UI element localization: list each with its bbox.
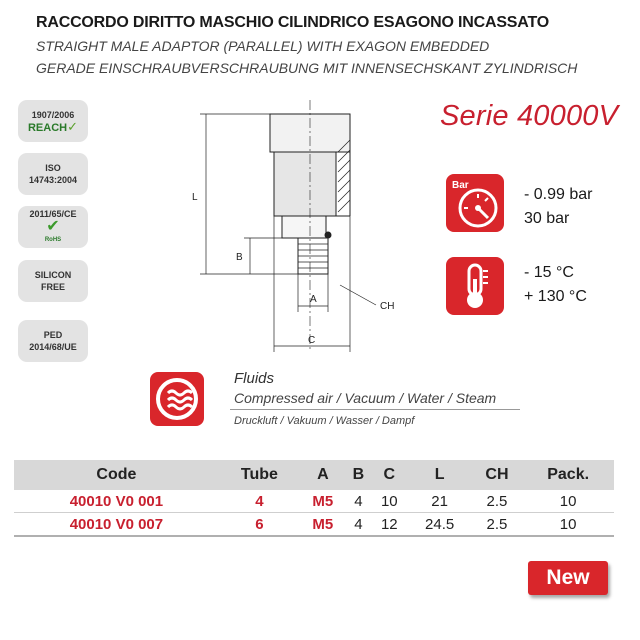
dim-label-L: L [192,192,198,203]
cell-a: M5 [300,490,346,513]
ped-badge [18,320,88,362]
iso-number: 14743:2004 [28,175,78,185]
header-ch: CH [472,460,523,490]
rohs-directive: 2011/65/CE [29,209,77,219]
series-title: Serie 40000V [440,100,619,132]
silicon-label: SILICON [34,270,72,280]
fluids-title: Fluids [234,370,275,387]
svg-text:Bar: Bar [452,180,469,191]
pressure-min: - 0.99 bar [524,186,593,203]
rohs-check-icon: ✔ [46,218,60,235]
cell-ch: 2.5 [472,490,523,513]
header-b: B [346,460,371,490]
table-row [14,513,614,537]
technical-drawing [170,100,420,360]
cell-a: M5 [300,513,346,537]
reach-year: 1907/2006 [31,109,75,120]
fluids-divider [230,409,520,410]
drawing-hex [282,216,326,238]
fluids-icon [150,372,204,426]
cell-pack: 10 [522,513,614,537]
check-icon: ✓ [67,118,79,134]
cell-l: 21 [408,490,472,513]
rohs-label: RoHS [44,237,62,243]
cell-c: 10 [371,490,408,513]
reach-label: REACH✓ [27,118,79,134]
dim-label-CH: CH [380,301,395,312]
cell-tube: 4 [219,490,300,513]
dim-label-B: B [236,252,243,263]
cell-code: 40010 V0 007 [14,513,219,537]
temperature-min: - 15 °C [524,264,574,281]
header-pack: Pack. [522,460,614,490]
reach-badge [18,100,88,142]
cell-tube: 6 [219,513,300,537]
header-code: Code [14,460,219,490]
dim-label-C: C [308,335,316,346]
ped-number: 2014/68/UE [29,342,77,352]
silicon-free-badge [18,260,88,302]
ped-label: PED [43,330,63,340]
header-c: C [371,460,408,490]
drawing-body [274,152,336,216]
free-label: FREE [40,282,65,292]
cell-code: 40010 V0 001 [14,490,219,513]
thermometer-icon [446,257,504,315]
pressure-max: 30 bar [524,210,570,227]
header-tube: Tube [219,460,300,490]
iso-label: ISO [45,163,61,173]
header-l: L [408,460,472,490]
pressure-gauge-icon [446,174,504,232]
fluids-english: Compressed air / Vacuum / Water / Steam [234,390,497,406]
cell-b: 4 [346,513,371,537]
new-badge: New [528,561,608,595]
cell-c: 12 [371,513,408,537]
cell-b: 4 [346,490,371,513]
temperature-max: + 130 °C [524,288,587,305]
cell-ch: 2.5 [472,513,523,537]
title-german: GERADE EINSCHRAUBVERSCHRAUBUNG MIT INNENSECHSKANT ZYLINDRISCH [36,60,578,76]
table-row [14,490,614,513]
cell-pack: 10 [522,490,614,513]
iso-badge [18,153,88,195]
rohs-badge [18,206,88,248]
table-header-row [14,460,614,490]
header-a: A [300,460,346,490]
title-english: STRAIGHT MALE ADAPTOR (PARALLEL) WITH EXAGON EMBEDDED [36,38,490,54]
dim-label-A: A [310,294,317,305]
product-table [14,460,614,537]
cell-l: 24.5 [408,513,472,537]
title-italian: RACCORDO DIRITTO MASCHIO CILINDRICO ESAGONO INCASSATO [36,14,549,31]
fluids-german: Druckluft / Vakuum / Wasser / Dampf [234,415,415,427]
